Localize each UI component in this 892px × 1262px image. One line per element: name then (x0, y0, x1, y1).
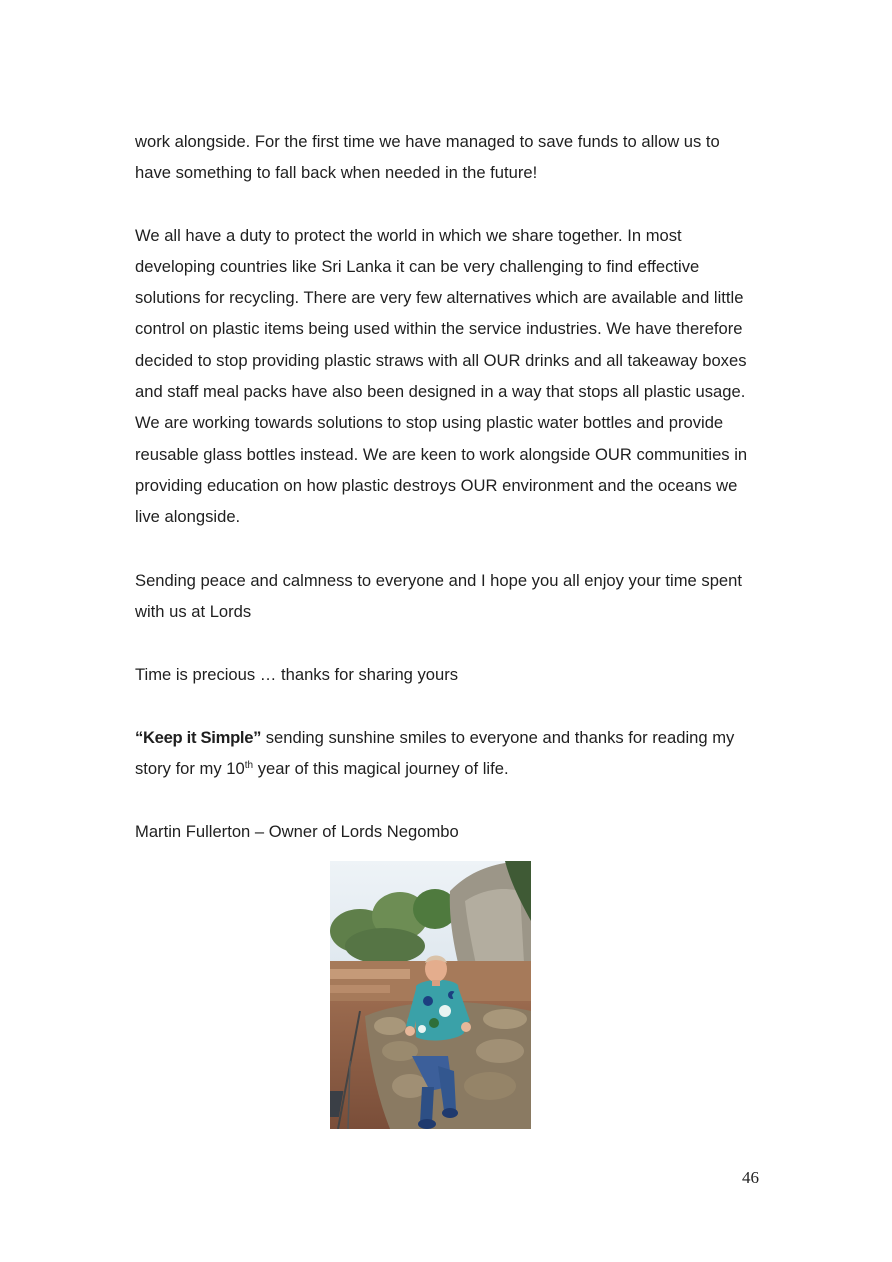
keep-it-simple-text: sending sunshine smiles to everyone and thanks for reading my story for my 10 (135, 727, 735, 778)
ordinal-suffix: th (244, 759, 254, 771)
paragraph-time-precious: Time is precious … thanks for sharing yours (135, 664, 459, 684)
author-signature-line: Martin Fullerton – Owner of Lords Negombo (135, 821, 459, 841)
keep-it-simple-text-end: year of this magical journey of life. (253, 758, 509, 778)
paragraph-funds: work alongside. For the first time we have managed to save funds to allow us to have something to fall back when needed in the future! (135, 131, 720, 182)
paragraph-keep-it-simple (135, 722, 760, 785)
keep-it-simple-quote: “Keep it Simple” (135, 727, 262, 747)
paragraph-plastic: We all have a duty to protect the world in which we share together. In most developing countries like Sri Lanka it can be very challenging to find effective solutions for recycling. There are very few alternatives which are available and little control on plastic items being used within the service industries. We have therefore decided to stop providing plastic straws with all OUR drinks and all takeaway boxes and staff meal packs have also been designed in a way that stops all plastic usage. We are working towards solutions to stop using plastic water bottles and provide reusable glass bottles instead. We are keen to work alongside OUR communities in providing education on how plastic destroys OUR environment and the oceans we live alongside. (135, 225, 748, 527)
paragraph-peace: Sending peace and calmness to everyone and I hope you all enjoy your time spent with us at Lords (135, 570, 742, 621)
photo-man-sitting-on-stone-wall (330, 861, 531, 1129)
page-number: 46 (742, 1168, 759, 1187)
